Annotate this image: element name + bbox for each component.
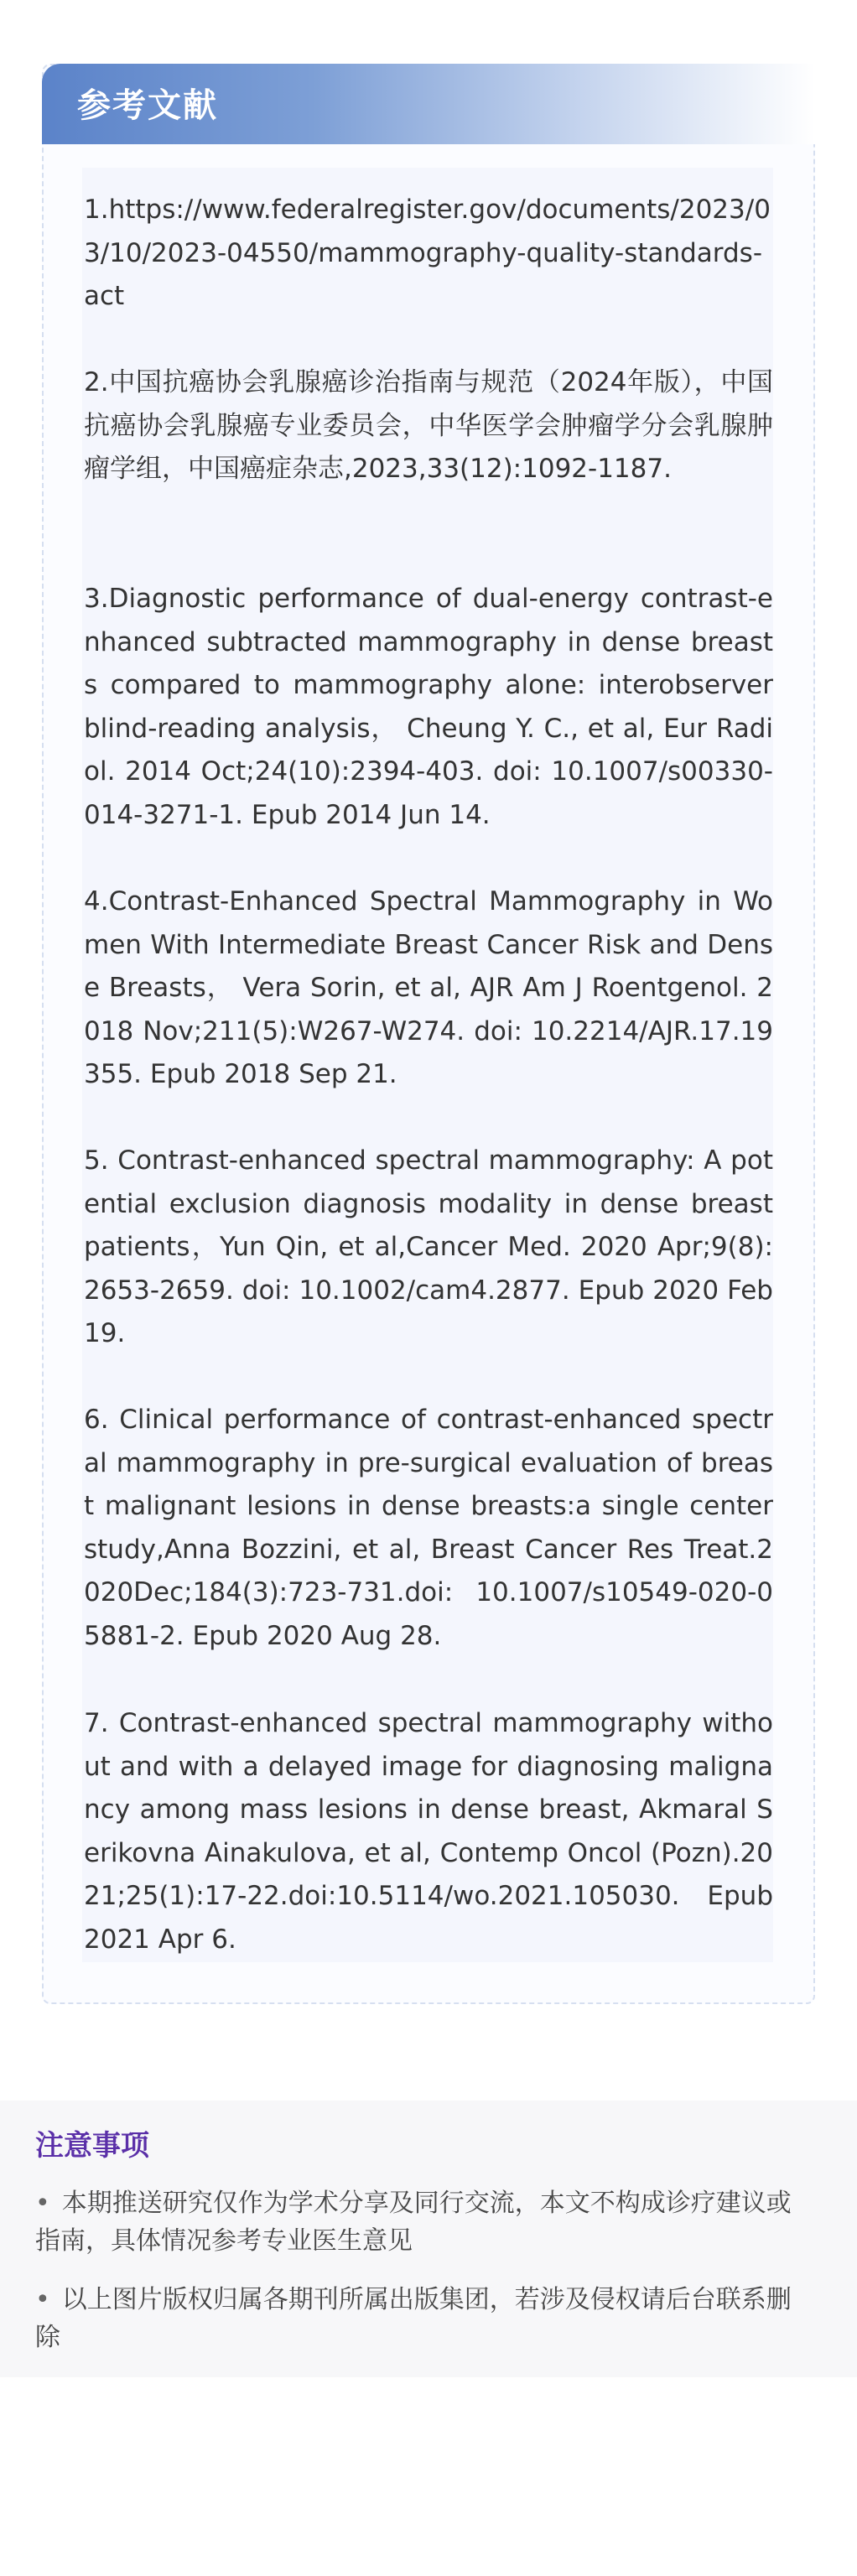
references-title: 参考文献 [77, 86, 218, 125]
note-item-2 [35, 2281, 808, 2356]
reference-item-3: 3.Diagnostic performance of dual-energy contrast-enhanced subtracted mammography in dense breasts compared to mammography alone: interobserver blind-reading analysis， Cheung Y. C., et al, Eur Radiol. 2014 Oct;24(10):2394-403. doi: 10.1007/s00330-014-3271-1. Epub 2014 Jun 14. [84, 584, 773, 830]
reference-item-6: 6. Clinical performance of contrast-enhanced spectral mammography in pre-surgical evaluation of breast malignant lesions in dense breasts:a single center study,Anna Bozzini, et al, Breast Cancer Res Treat.2020Dec;184(3):723-731.doi: 10.1007/s10549-020-05881-2. Epub 2020 Aug 28. [84, 1405, 773, 1651]
reference-item-2: 2.中国抗癌协会乳腺癌诊治指南与规范（2024年版），中国抗癌协会乳腺癌专业委员会，中华医学会肿瘤学分会乳腺肿瘤学组，中国癌症杂志,2023,33(12):1092-1187. [84, 367, 773, 484]
note-item-1 [35, 2184, 808, 2260]
bullet-icon: • [35, 2285, 50, 2314]
note-item-text: 本期推送研究仅作为学术分享及同行交流，本文不构成诊疗建议或指南，具体情况参考专业医生意见 [35, 2189, 792, 2256]
reference-item-5: 5. Contrast-enhanced spectral mammography: A potential exclusion diagnosis modality in dense breast patients，Yun Qin, et al,Cancer Med. 2020 Apr;9(8):2653-2659. doi: 10.1002/cam4.2877. Epub 2020 Feb 19. [84, 1145, 773, 1348]
reference-item-1: 1.https://www.federalregister.gov/documents/2023/03/10/2023-04550/mammography-quality-standards-act [84, 195, 771, 311]
reference-item-7: 7. Contrast-enhanced spectral mammography without and with a delayed image for diagnosing malignancy among mass lesions in dense breast, Akmaral Serikovna Ainakulova, et al, Contemp Oncol (Pozn).2021;25(1):17-22.doi:10.5114/wo.2021.105030. Epub 2021 Apr 6. [84, 1708, 773, 1955]
reference-item-4: 4.Contrast-Enhanced Spectral Mammography in Women With Intermediate Breast Cancer Risk and Dense Breasts， Vera Sorin, et al, AJR Am J Roentgenol. 2018 Nov;211(5):W267-W274. doi: 10.2214/AJR.17.19355. Epub 2018 Sep 21. [84, 886, 773, 1089]
note-item-text: 以上图片版权归属各期刊所属出版集团，若涉及侵权请后台联系删除 [35, 2285, 792, 2352]
bullet-icon: • [35, 2189, 50, 2218]
notes-title: 注意事项 [35, 2129, 149, 2163]
